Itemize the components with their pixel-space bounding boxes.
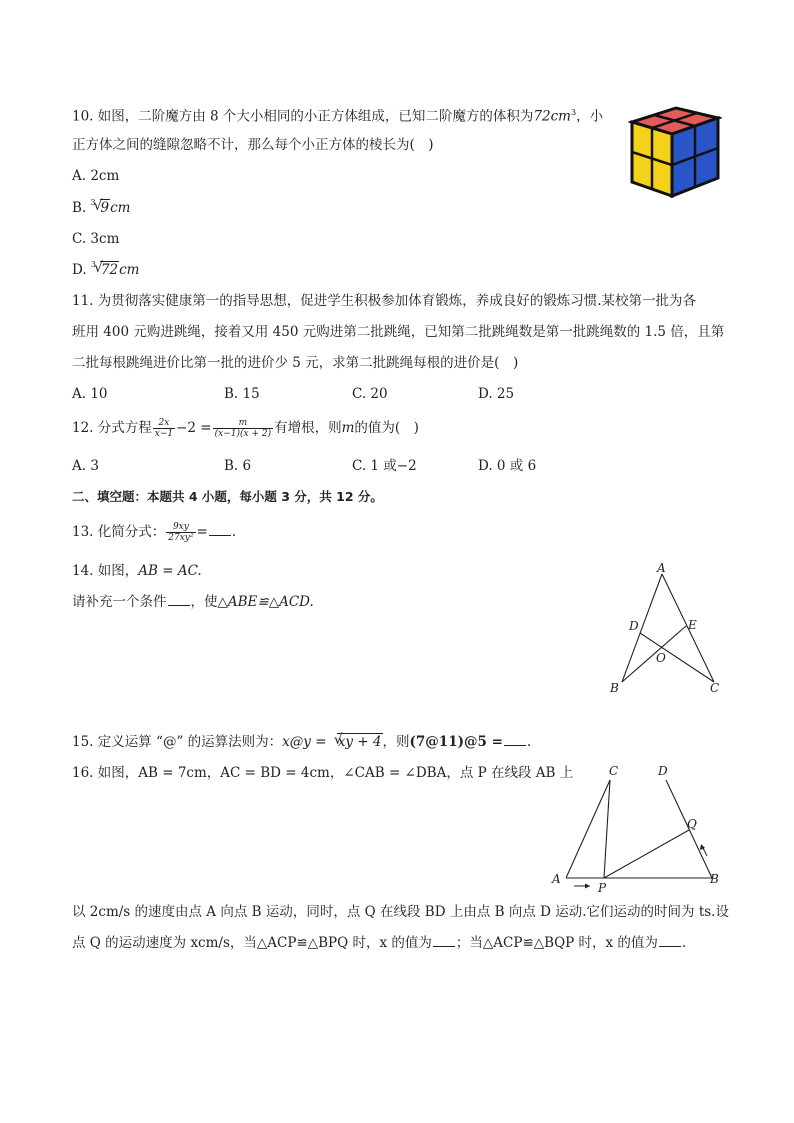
q15-answer-blank[interactable]: [504, 733, 526, 746]
q12-fraction-left: $\frac{2x}{x-1}$: [154, 418, 174, 439]
q14-triangle-figure: [600, 560, 730, 700]
q10-volume: 72cm: [533, 108, 571, 125]
q14-stem-line1: 14. 如图，AB = AC.: [72, 563, 202, 579]
q16-label-b: B: [710, 872, 719, 886]
q10-option-d-root: 3 √ 72: [91, 261, 119, 279]
q16-answer-blank-1[interactable]: [433, 934, 455, 947]
q14-stem-line2: 请补充一个条件 ，使△ABE≌△ACD.: [72, 594, 314, 610]
q14-label-b: B: [610, 681, 619, 695]
q16-label-d: D: [658, 764, 668, 778]
q16-stem-line1: 16. 如图，AB = 7cm，AC = BD = 4cm，∠CAB = ∠DBA，点 P 在线段 AB 上: [72, 765, 574, 781]
q11-option-c: C. 20: [352, 386, 388, 402]
q11-option-a: A. 10: [72, 386, 108, 402]
q10-option-d: D. 3 √ 72cm: [72, 261, 140, 279]
section-fill-in-heading: 二、填空题：本题共 4 小题，每小题 3 分，共 12 分。: [72, 489, 383, 504]
q13-answer-blank[interactable]: [209, 523, 231, 536]
q16-stem-line2: 以 2cm/s 的速度由点 A 向点 B 运动，同时，点 Q 在线段 BD 上由点 B 向点 D 运动.它们运动的时间为 ts.设: [72, 904, 729, 920]
q16-label-p: P: [598, 881, 607, 895]
q16-answer-blank-2[interactable]: [659, 934, 681, 947]
q14-label-o: O: [656, 651, 666, 665]
q13-fraction: $\frac{9xy}{\text{27xy²}}$: [168, 522, 194, 543]
q12-option-c: C. 1 或−2: [352, 458, 417, 474]
q12-fraction-right: $\frac{m}{(x-1)(x + 2)}$: [214, 418, 272, 439]
q16-stem-line3: 点 Q 的运动速度为 xcm/s，当△ACP≌△BPQ 时，x 的值为 ；当△ACP≌△BQP 时，x 的值为 .: [72, 935, 687, 951]
q16-label-q: Q: [687, 817, 697, 831]
q14-answer-blank[interactable]: [168, 593, 190, 606]
q11-stem-line3: 二批每根跳绳进价比第一批的进价少 5 元，求第二批跳绳每根的进价是( ): [72, 355, 519, 371]
q11-stem-line1: 11. 为贯彻落实健康第一的指导思想，促进学生积极参加体育锻炼，养成良好的锻炼习惯.某校第一批为各: [72, 293, 697, 309]
q14-label-a: A: [657, 561, 666, 575]
q14-label-c: C: [710, 681, 720, 695]
q11-option-b: B. 15: [224, 386, 260, 402]
q11-stem-line2: 班用 400 元购进跳绳，接着又用 450 元购进第二批跳绳，已知第二批跳绳数是第一批跳绳数的 1.5 倍，且第: [72, 324, 725, 340]
q14-label-d: D: [629, 619, 639, 633]
q10-stem-line2: 正方体之间的缝隙忽略不计，那么每个小正方体的棱长为( ): [72, 137, 434, 153]
q16-label-a: A: [552, 872, 561, 886]
q12-option-a: A. 3: [72, 458, 99, 474]
q12-stem: 12. 分式方程 $\frac{2x}{x-1}$ −2 = $\frac{m}{(x-1)(x + 2)}$ 有增根，则m的值为( ): [72, 418, 419, 439]
q16-geometry-figure: [548, 760, 728, 896]
q10-option-a: A. 2cm: [72, 168, 120, 184]
q10-option-b: B. 3 √ 9cm: [72, 199, 130, 217]
q10-stem-line1: 10. 如图，二阶魔方由 8 个大小相同的小正方体组成，已知二阶魔方的体积为$72cm^3$，小: [72, 108, 604, 125]
q12-option-d: D. 0 或 6: [478, 458, 537, 474]
q11-option-d: D. 25: [478, 386, 515, 402]
q14-label-e: E: [688, 618, 697, 632]
q15-stem: 15. 定义运算 “@” 的运算法则为：x@y = √ xy + 4，则(7@11)@5 = .: [72, 733, 531, 751]
rubiks-cube-figure: [628, 104, 722, 200]
q10-option-b-root: 3 √ 9: [91, 199, 111, 217]
q10-option-c: C. 3cm: [72, 231, 120, 247]
q16-label-c: C: [609, 764, 619, 778]
q15-root: √ xy + 4: [331, 733, 383, 751]
q13-stem: 13. 化简分式： $\frac{9xy}{\text{27xy²}}$ = .: [72, 522, 237, 543]
q12-option-b: B. 6: [224, 458, 252, 474]
